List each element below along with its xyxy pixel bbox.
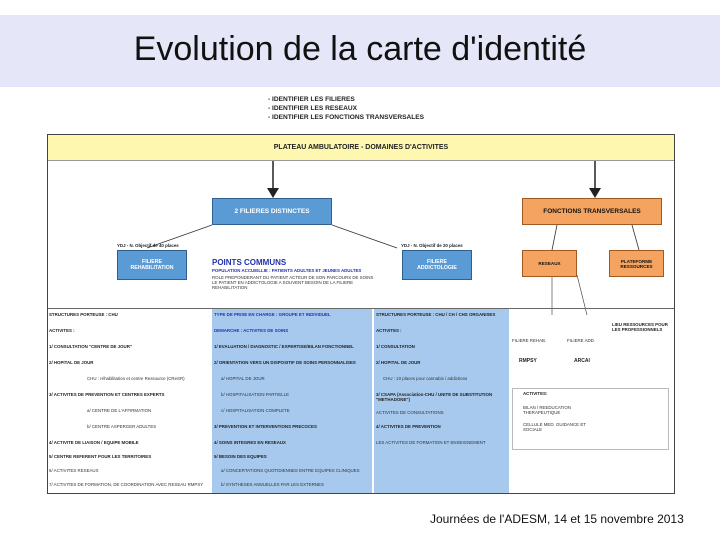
left-col-line: a/ CENTRE DE L'AFFIRMATION	[87, 408, 152, 413]
right-col-line: CHU : 10 places pour cannabis / addictions	[383, 376, 468, 381]
addictologie-box: FILIERE ADDICTOLOGIE	[402, 250, 472, 280]
mid-col-line: TYPE DE PRISE EN CHARGE : GROUPE ET INDIVIDUEL	[214, 312, 331, 317]
rehabilitation-box: FILIERE REHABILITATION	[117, 250, 187, 280]
mid-col-line: a/ CONCERTATIONS QUOTIDIENNES ENTRE EQUIPES CLINIQUES	[221, 468, 360, 473]
diagram-panel	[47, 90, 675, 494]
activites-item: BILAN / REEDUCATION THERAPEUTIQUE	[523, 405, 571, 415]
mid-col-line: 5/ BESOIN DES EQUIPES	[214, 454, 267, 459]
right-col-line: LES ACTIVITES DE FORMATION ET ENSEIGNEMENT	[376, 440, 486, 445]
left-col-line: CHU : réhabilitation et centre Ressource (CReSR)	[87, 376, 185, 381]
bullet-filieres: - IDENTIFIER LES FILIERES	[268, 96, 355, 103]
left-col-line: 7/ ACTIVITES DE FORMATION, DE COORDINATION AVEC RESEAU RMPSY	[49, 482, 204, 487]
points-communs-line2: ROLE PREPONDERANT DU PATIENT ACTEUR DE SON PARCOURS DE SOINS	[212, 275, 374, 280]
filiere-rehab-label: FILIERE REHAB.	[512, 338, 547, 343]
left-col-line: 4/ ACTIVITE DE LIAISON / EQUIPE MOBILE	[49, 440, 139, 445]
bullet-reseaux: - IDENTIFIER LES RESEAUX	[268, 105, 358, 112]
right-col-line: ACTIVITES :	[376, 328, 402, 333]
points-communs-line4: REHABILITATION	[212, 285, 248, 290]
left-col-line: 2/ HOPITAL DE JOUR	[49, 360, 94, 365]
right-col-line: STRUCTURES PORTEUSE : CHU / CH / CHS ORGANISES	[376, 312, 496, 317]
mid-col-line: a/ HOPITAL DE JOUR	[221, 376, 265, 381]
right-col-line: 4/ ACTIVITES DE PREVENTION	[376, 424, 441, 429]
bullet-fonctions: - IDENTIFIER LES FONCTIONS TRANSVERSALES	[268, 114, 425, 121]
right-col-line: 3/ CSAPA (Association-CHU / UNITE DE SUBSTITUTION "METHADONE")	[376, 392, 493, 402]
arcai-label: ARCAI	[574, 358, 590, 364]
left-col-line: 6/ ACTIVITES RESEAUX	[49, 468, 99, 473]
right-col-line: 1/ CONSULTATION	[376, 344, 415, 349]
row-divider	[48, 308, 674, 309]
rmpsy-label: RMPSY	[519, 358, 537, 364]
mid-col-line: c/ HOSPITALISATION COMPLETE	[221, 408, 290, 413]
footer-note: Journées de l'ADESM, 14 et 15 novembre 2013	[430, 512, 684, 526]
middle-column-bg	[212, 308, 372, 493]
left-col-line: STRUCTURES PORTEUSE : CHU	[49, 312, 118, 317]
mid-col-line: 4/ SOINS INTEGRES EN RESEAUX	[214, 440, 286, 445]
activites-item: CELLULE MED. GUIDANCE ET SOCIALE	[523, 422, 586, 432]
right-col-line: ACTIVITES DE CONSULTATIONS	[376, 410, 444, 415]
points-communs-line3: LE PATIENT EN ADDICTOLOGIE A SOUVENT BESOIN DE LA FILIERE	[212, 280, 354, 285]
lieu-ressources-label: LIEU RESSOURCES POUR LES PROFESSIONNELS	[612, 322, 668, 332]
activites-title: ACTIVITES:	[523, 391, 548, 396]
reseaux-box: RESEAUX	[522, 250, 577, 277]
right-col-line: 2/ HOPITAL DE JOUR	[376, 360, 421, 365]
plateau-header: PLATEAU AMBULATOIRE - DOMAINES D'ACTIVITES	[48, 135, 674, 161]
slide-title: Evolution de la carte d'identité	[133, 30, 587, 68]
left-col-line: 3/ ACTIVITES DE PREVENTION ET CENTRES EXPERTS	[49, 392, 165, 397]
left-col-line: b/ CENTRE ASPERGER ADULTES	[87, 424, 157, 429]
mid-col-line: 3/ PREVENTION ET INTERVENTIONS PRECOCES	[214, 424, 317, 429]
fonctions-transversales-box: FONCTIONS TRANSVERSALES	[522, 198, 662, 225]
mid-col-line: b/ SYNTHESES ANNUELLES PAR LES EXTERNES	[221, 482, 324, 487]
activites-box	[512, 388, 669, 450]
left-note: YDJ - N. Objectif de 40 places	[117, 243, 179, 248]
left-col-line: 1/ CONSULTATION "CENTRE DE JOUR"	[49, 344, 132, 349]
mid-col-line: b/ HOSPITALISATION PARTIELLE	[221, 392, 289, 397]
filiere-add-label: FILIERE ADD.	[567, 338, 596, 343]
points-communs	[212, 258, 382, 290]
mid-col-line: DEMARCHE : ACTIVITES DE SOINS	[214, 328, 289, 333]
mid-col-line: 1/ EVALUATION / DIAGNOSTIC / EXPERTISE/BILAN FONCTIONNEL	[214, 344, 354, 349]
plateforme-ressources-box: PLATEFORME RESSOURCES	[609, 250, 664, 277]
points-communs-line1: POPULATION ACCUEILLIE : PATIENTS ADULTES ET JEUNES ADULTES	[212, 268, 362, 273]
points-communs-title: POINTS COMMUNS	[212, 258, 287, 267]
filieres-distinctes-box: 2 FILIERES DISTINCTES	[212, 198, 332, 225]
right-note: YDJ - N. Objectif de 20 places	[401, 243, 463, 248]
mid-col-line: 2/ ORIENTATION VERS UN DISPOSITIF DE SOINS PERSONNALISES	[214, 360, 356, 365]
left-col-line: ACTIVITES :	[49, 328, 75, 333]
left-col-line: 5/ CENTRE REFERENT POUR LES TERRITOIRES	[49, 454, 152, 459]
